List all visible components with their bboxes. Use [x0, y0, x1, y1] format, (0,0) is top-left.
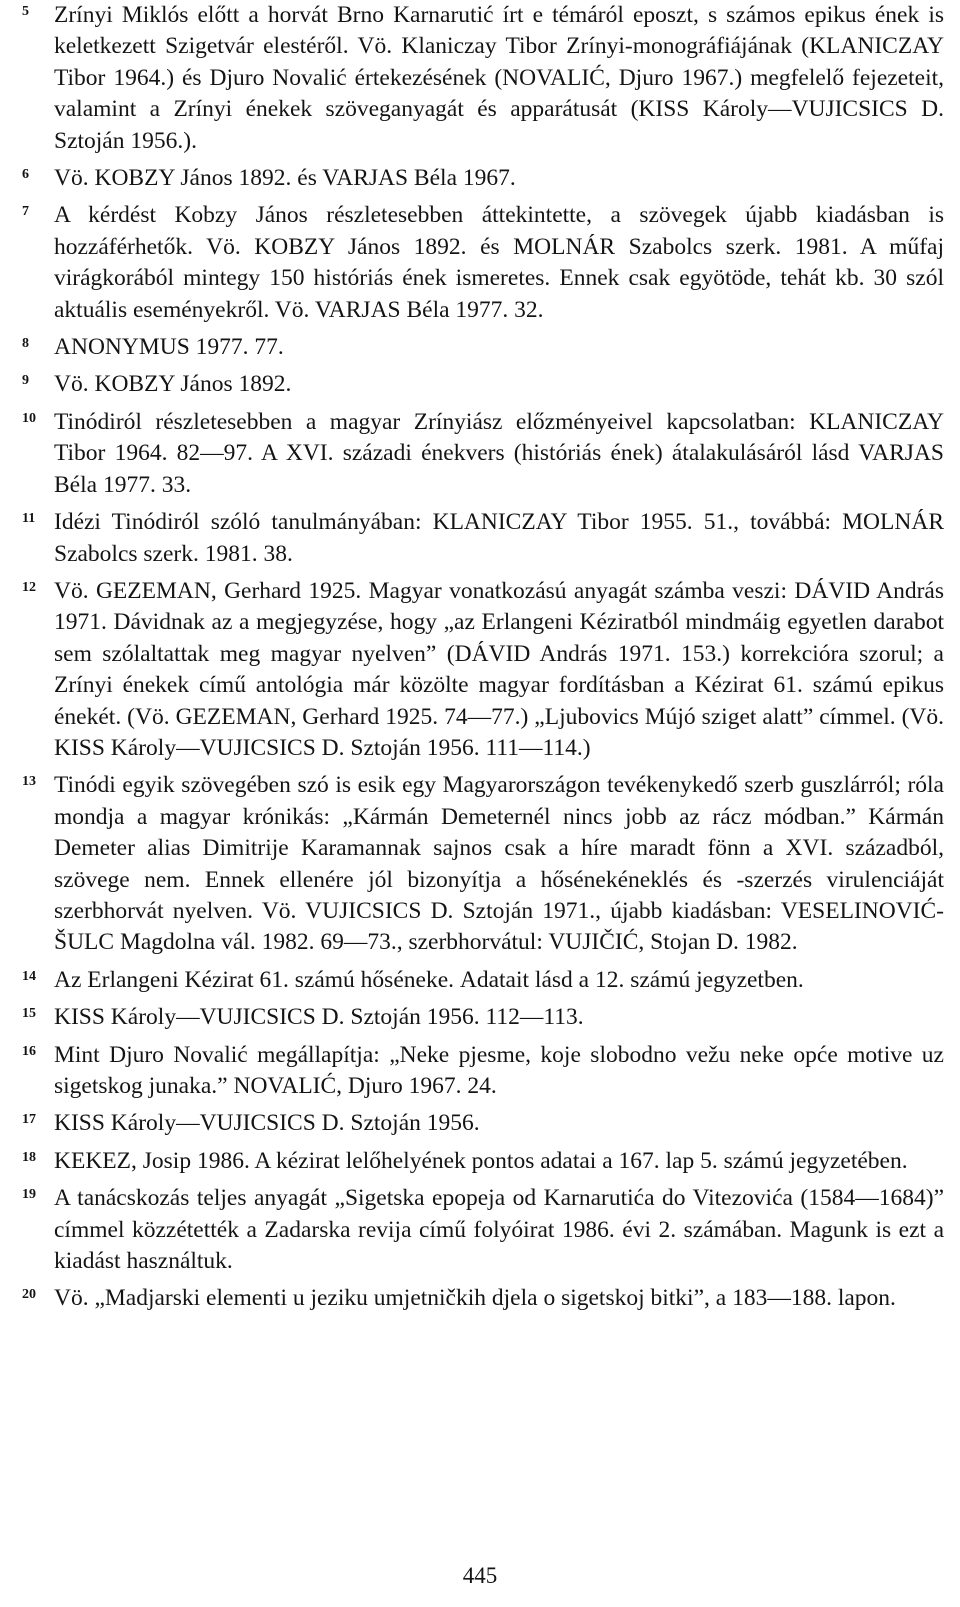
footnote-number: 8 [22, 336, 29, 352]
footnote-8 [22, 332, 944, 363]
footnote-text: KISS Károly—VUJICSICS D. Sztoján 1956. [54, 1110, 480, 1137]
footnote-number: 10 [22, 410, 36, 426]
footnote-11 [22, 507, 944, 570]
footnote-6 [22, 163, 944, 194]
footnote-text: Vö. KOBZY János 1892. [54, 371, 292, 398]
footnote-19 [22, 1183, 944, 1277]
footnote-number: 13 [22, 774, 36, 790]
footnote-14 [22, 965, 944, 996]
footnote-15 [22, 1002, 944, 1033]
footnote-number: 12 [22, 579, 36, 595]
footnote-text: Zrínyi Miklós előtt a horvát Brno Karnarutić írt e témáról eposzt, s számos epikus ének is keletkezett Szigetvár elestéről. Vö. Klaniczay Tibor Zrínyi-monográfiájának (KLANICZAY Tibor 1964.) és Djuro Novalić értekezésének (NOVALIĆ, Djuro 1967.) megfelelő fejezeteit, valamint a Zrínyi énekek szöveganyagát és apparátusát (KISS Károly—VUJICSICS D. Sztoján 1956.). [54, 2, 944, 154]
footnote-7 [22, 200, 944, 326]
footnote-number: 6 [22, 167, 29, 183]
footnote-5 [22, 0, 944, 157]
footnote-text: KEKEZ, Josip 1986. A kézirat lelőhelyének pontos adatai a 167. lap 5. számú jegyzetében. [54, 1147, 908, 1174]
footnote-text: Tinódi egyik szövegében szó is esik egy Magyarországon tevékenykedő szerb guszlárról; róla mondja a magyar krónikás: „Kármán Demeternél nincs jobb az rácz módban.” Kármán Demeter alias Dimitrije Karamannak sajnos csak a híre maradt fönn a XVI. századból, szövege nem. Ennek ellenére jól bizonyítja a hősénekéneklés és -szerzés virulenciáját szerbhorvát nyelven. Vö. VUJICSICS D. Sztoján 1971., újabb kiadásban: VESELINOVIĆ-ŠULC Magdolna vál. 1982. 69—73., szerbhorvátul: VUJIČIĆ, Stojan D. 1982. [54, 772, 944, 956]
footnote-number: 5 [22, 4, 29, 19]
page-number: 445 [462, 1563, 498, 1588]
footnote-text: Vö. GEZEMAN, Gerhard 1925. Magyar vonatkozású anyagát számba veszi: DÁVID András 1971. Dávidnak az a megjegyzése, hogy „az Erlangeni Kéziratból mindmáig egyetlen darabot sem szólaltattak meg magyar nyelven” (DÁVID András 1971. 153.) korrekcióra szorul; a Zrínyi énekek című antológia már közölte magyar fordításban a Kézirat 61. számú epikus énekét. (Vö. GEZEMAN, Gerhard 1925. 74—77.) „Ljubovics Mújó sziget alatt” címmel. (Vö. KISS Károly—VUJICSICS D. Sztoján 1956. 111—114.) [54, 577, 944, 761]
footnote-number: 9 [22, 373, 29, 389]
footnote-number: 17 [22, 1112, 36, 1128]
footnote-text: KISS Károly—VUJICSICS D. Sztoján 1956. 112—113. [54, 1004, 584, 1031]
footnote-text: Idézi Tinódiról szóló tanulmányában: KLANICZAY Tibor 1955. 51., továbbá: MOLNÁR Szabolcs szerk. 1981. 38. [54, 509, 944, 567]
footnote-17 [22, 1108, 944, 1139]
footnote-text: A tanácskozás teljes anyagát „Sigetska epopeja od Karnarutića do Vitezovića (1584—1684)” címmel közzétették a Zadarska revija című folyóirat 1986. évi 2. számában. Magunk is ezt a kiadást használtuk. [54, 1185, 944, 1275]
footnote-number: 7 [22, 204, 29, 220]
footnote-12 [22, 576, 944, 764]
footnote-9 [22, 369, 944, 400]
footnote-16 [22, 1040, 944, 1103]
footnote-number: 14 [22, 968, 36, 984]
footnote-text: Az Erlangeni Kézirat 61. számú hősénekе. Adatait lásd a 12. számú jegyzetben. [54, 966, 804, 993]
footnote-number: 18 [22, 1149, 36, 1165]
footnote-text: A kérdést Kobzy János részletesebben áttekintette, a szövegek újabb kiadásban is hozzáférhetők. Vö. KOBZY János 1892. és MOLNÁR Szabolcs szerk. 1981. A műfaj virágkorából mintegy 150 históriás ének ismeretes. Ennek csak egyötöde, tehát kb. 30 szól aktuális eseményekről. Vö. VARJAS Béla 1977. 32. [54, 202, 944, 323]
footnote-text: Vö. „Madjarski elementi u jeziku umjetničkih djela o sigetskoj bitki”, a 183—188. lapon. [54, 1285, 896, 1312]
footnote-text: Mint Djuro Novalić megállapítja: „Neke pjesme, koje slobodno vežu neke opće motive uz sigetskog junaka.” NOVALIĆ, Djuro 1967. 24. [54, 1041, 944, 1099]
footnotes-page [22, 0, 944, 1321]
footnote-text: Vö. KOBZY János 1892. és VARJAS Béla 1967. [54, 165, 516, 192]
footnote-number: 15 [22, 1006, 36, 1022]
footnote-20 [22, 1283, 944, 1314]
footnote-number: 16 [22, 1043, 36, 1059]
footnote-13 [22, 770, 944, 958]
footnote-text: Tinódiról részletesebben a magyar Zrínyiász előzményeivel kapcsolatban: KLANICZAY Tibor 1964. 82—97. A XVI. századi énekvers (históriás ének) átalakulásáról lásd VARJAS Béla 1977. 33. [54, 408, 944, 498]
footnote-number: 20 [22, 1287, 36, 1303]
footnote-number: 11 [22, 511, 36, 527]
footnote-18 [22, 1146, 944, 1177]
footnote-number: 19 [22, 1187, 36, 1203]
footnote-text: ANONYMUS 1977. 77. [54, 334, 284, 361]
footnote-10 [22, 407, 944, 501]
